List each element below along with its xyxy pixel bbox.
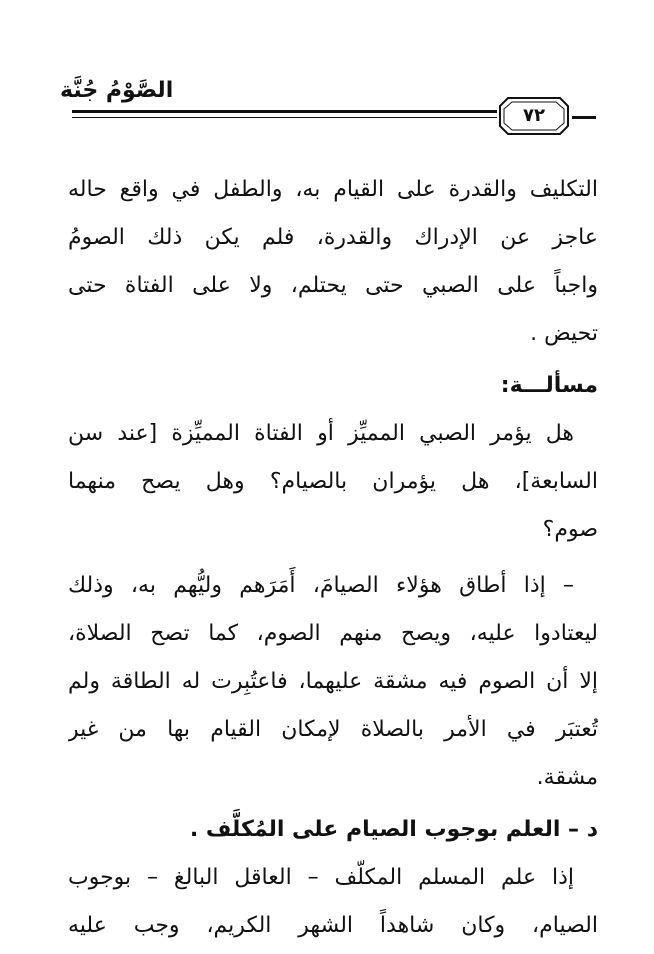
text-line: تحيض . <box>530 321 598 346</box>
page-body <box>68 166 598 950</box>
text-line: واجباً على الصبي حتى يحتلم، ولا على الفتاة حتى <box>68 273 598 298</box>
text-line: إلا أن الصوم فيه مشقة عليهما، فاعتُبِرت له الطاقة ولم <box>68 669 598 694</box>
page-number: ٧٢ <box>523 105 545 126</box>
page-number-badge <box>498 96 570 136</box>
text-line: – إذا أطاق هؤلاء الصيامَ، أَمَرَهم وليُّهم به، وذلك <box>68 573 574 598</box>
text-line: السابعة]، هل يؤمران بالصيام؟ وهل يصح منهما <box>68 469 598 494</box>
text-line: مشقة. <box>536 765 598 790</box>
text-line: تُعتبَر في الأمر بالصلاة لإمكان القيام بها من غير <box>68 717 598 742</box>
text-line: عاجز عن الإدراك والقدرة، فلم يكن ذلك الصومُ <box>68 225 598 250</box>
text-line: ليعتادوا عليه، ويصح منهم الصوم، كما تصح الصلاة، <box>68 621 598 646</box>
header-rule-thin <box>72 117 497 118</box>
header-rule <box>72 110 497 113</box>
text-line: التكليف والقدرة على القيام به، والطفل في واقع حاله <box>68 177 598 202</box>
text-line: إذا علم المسلم المكلّف – العاقل البالغ – بوجوب <box>68 865 574 890</box>
text-line: الصيام، وكان شاهداً الشهر الكريم، وجب عليه <box>68 913 598 938</box>
text-line: هل يؤمر الصبي المميِّز أو الفتاة المميِّزة [عند سن <box>68 421 574 446</box>
text-line: صوم؟ <box>542 517 598 542</box>
section-heading-knowledge: د – العلم بوجوب الصيام على المُكلَّف . <box>189 817 598 842</box>
running-header-title: الصَّوْمُ جُنَّة <box>60 78 174 103</box>
section-heading-question: مسألـــة: <box>500 373 598 398</box>
header-rule-right <box>572 116 596 119</box>
